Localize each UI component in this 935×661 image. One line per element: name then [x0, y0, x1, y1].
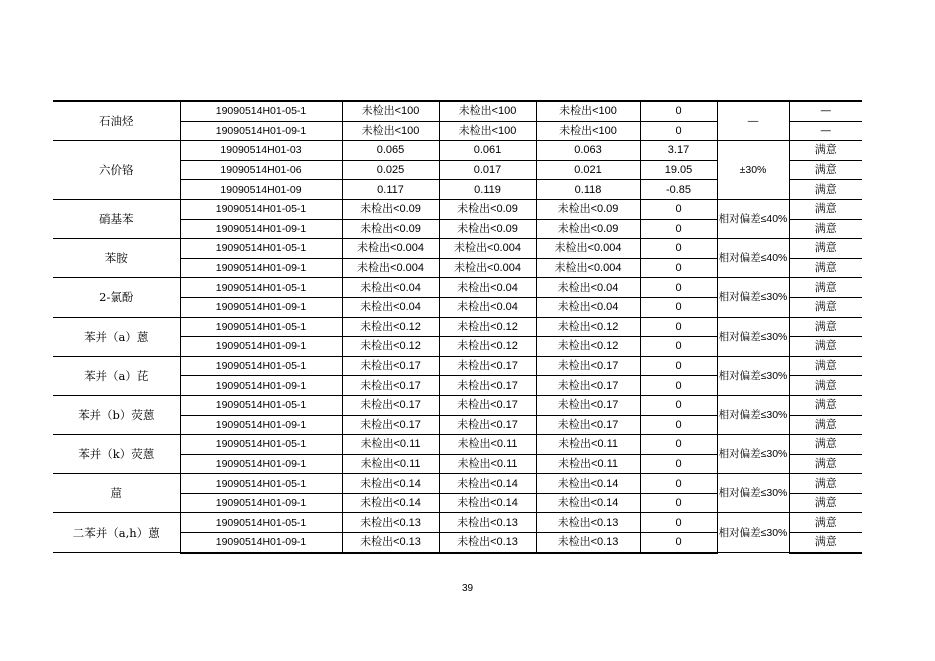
sample-id-cell: 19090514H01-09-1: [180, 219, 342, 239]
value-2-cell: 未检出<0.11: [439, 454, 536, 474]
results-table: [53, 100, 862, 554]
table-row: [53, 199, 862, 219]
value-2-cell: 未检出<0.13: [439, 533, 536, 553]
evaluation-result-cell: 满意: [789, 435, 862, 455]
value-2-cell: 0.119: [439, 180, 536, 200]
relative-deviation-cell: 0: [640, 376, 717, 396]
average-cell: 未检出<0.04: [536, 297, 640, 317]
value-1-cell: 未检出<0.11: [342, 435, 439, 455]
sample-id-cell: 19090514H01-09-1: [180, 415, 342, 435]
value-1-cell: 未检出<0.12: [342, 317, 439, 337]
sample-id-cell: 19090514H01-09: [180, 180, 342, 200]
criterion-cell: 相对偏差≤30%: [717, 474, 789, 513]
relative-deviation-cell: 0: [640, 395, 717, 415]
table-body: [53, 101, 862, 553]
analyte-name-cell: 䓛: [53, 474, 180, 513]
table-row: [53, 101, 862, 121]
value-2-cell: 未检出<0.12: [439, 337, 536, 357]
evaluation-result-cell: 满意: [789, 513, 862, 533]
evaluation-result-cell: 满意: [789, 493, 862, 513]
value-2-cell: 未检出<100: [439, 121, 536, 141]
analyte-name-cell: 2-氯酚: [53, 278, 180, 317]
relative-deviation-cell: 0: [640, 415, 717, 435]
evaluation-result-cell: 满意: [789, 317, 862, 337]
average-cell: 未检出<0.17: [536, 376, 640, 396]
evaluation-result-cell: —: [789, 101, 862, 121]
relative-deviation-cell: 0: [640, 278, 717, 298]
criterion-cell: —: [717, 101, 789, 141]
sample-id-cell: 19090514H01-06: [180, 160, 342, 180]
sample-id-cell: 19090514H01-09-1: [180, 258, 342, 278]
analyte-name-cell: 石油烃: [53, 101, 180, 141]
value-1-cell: 未检出<0.17: [342, 376, 439, 396]
criterion-cell: 相对偏差≤40%: [717, 239, 789, 278]
value-1-cell: 0.025: [342, 160, 439, 180]
evaluation-result-cell: 满意: [789, 356, 862, 376]
value-2-cell: 未检出<0.11: [439, 435, 536, 455]
average-cell: 未检出<0.09: [536, 219, 640, 239]
value-2-cell: 未检出<0.14: [439, 493, 536, 513]
average-cell: 未检出<0.13: [536, 533, 640, 553]
value-2-cell: 未检出<0.17: [439, 356, 536, 376]
relative-deviation-cell: 0: [640, 493, 717, 513]
evaluation-result-cell: 满意: [789, 199, 862, 219]
sample-id-cell: 19090514H01-05-1: [180, 317, 342, 337]
average-cell: 0.118: [536, 180, 640, 200]
value-2-cell: 未检出<0.04: [439, 297, 536, 317]
average-cell: 0.021: [536, 160, 640, 180]
value-2-cell: 未检出<0.14: [439, 474, 536, 494]
evaluation-result-cell: 满意: [789, 160, 862, 180]
value-1-cell: 未检出<0.09: [342, 199, 439, 219]
sample-id-cell: 19090514H01-09-1: [180, 493, 342, 513]
analyte-name-cell: 苯并（b）荧蒽: [53, 395, 180, 434]
analyte-name-cell: 苯并（k）荧蒽: [53, 435, 180, 474]
sample-id-cell: 19090514H01-05-1: [180, 474, 342, 494]
average-cell: 未检出<0.004: [536, 258, 640, 278]
evaluation-result-cell: 满意: [789, 180, 862, 200]
average-cell: 未检出<100: [536, 101, 640, 121]
relative-deviation-cell: 0: [640, 356, 717, 376]
sample-id-cell: 19090514H01-09-1: [180, 376, 342, 396]
relative-deviation-cell: 0: [640, 297, 717, 317]
table-row: [53, 278, 862, 298]
value-2-cell: 未检出<0.13: [439, 513, 536, 533]
relative-deviation-cell: 0: [640, 219, 717, 239]
relative-deviation-cell: 19.05: [640, 160, 717, 180]
analyte-name-cell: 苯并（a）蒽: [53, 317, 180, 356]
value-1-cell: 0.065: [342, 141, 439, 161]
average-cell: 未检出<0.11: [536, 454, 640, 474]
criterion-cell: 相对偏差≤30%: [717, 278, 789, 317]
value-2-cell: 未检出<100: [439, 101, 536, 121]
evaluation-result-cell: 满意: [789, 395, 862, 415]
relative-deviation-cell: 0: [640, 258, 717, 278]
value-1-cell: 未检出<0.13: [342, 533, 439, 553]
relative-deviation-cell: 0: [640, 513, 717, 533]
sample-id-cell: 19090514H01-05-1: [180, 395, 342, 415]
criterion-cell: 相对偏差≤30%: [717, 317, 789, 356]
value-2-cell: 0.017: [439, 160, 536, 180]
average-cell: 未检出<0.12: [536, 337, 640, 357]
table-row: [53, 356, 862, 376]
evaluation-result-cell: 满意: [789, 278, 862, 298]
analyte-name-cell: 硝基苯: [53, 199, 180, 238]
relative-deviation-cell: 0: [640, 454, 717, 474]
value-2-cell: 未检出<0.17: [439, 395, 536, 415]
evaluation-result-cell: 满意: [789, 533, 862, 553]
value-2-cell: 未检出<0.09: [439, 219, 536, 239]
value-1-cell: 未检出<0.17: [342, 356, 439, 376]
analyte-name-cell: 六价铬: [53, 141, 180, 200]
evaluation-result-cell: 满意: [789, 415, 862, 435]
criterion-cell: 相对偏差≤30%: [717, 356, 789, 395]
value-2-cell: 未检出<0.17: [439, 376, 536, 396]
sample-id-cell: 19090514H01-05-1: [180, 435, 342, 455]
table-row: [53, 474, 862, 494]
relative-deviation-cell: 3.17: [640, 141, 717, 161]
sample-id-cell: 19090514H01-05-1: [180, 239, 342, 259]
value-2-cell: 未检出<0.04: [439, 278, 536, 298]
average-cell: 未检出<0.11: [536, 435, 640, 455]
sample-id-cell: 19090514H01-09-1: [180, 337, 342, 357]
analyte-name-cell: 二苯并（a,h）蒽: [53, 513, 180, 553]
average-cell: 未检出<0.12: [536, 317, 640, 337]
table-row: [53, 141, 862, 161]
evaluation-result-cell: —: [789, 121, 862, 141]
value-1-cell: 未检出<0.14: [342, 474, 439, 494]
average-cell: 未检出<0.17: [536, 415, 640, 435]
criterion-cell: 相对偏差≤30%: [717, 395, 789, 434]
value-1-cell: 未检出<0.09: [342, 219, 439, 239]
value-2-cell: 未检出<0.004: [439, 239, 536, 259]
page-number: 39: [461, 583, 474, 594]
criterion-cell: 相对偏差≤30%: [717, 435, 789, 474]
average-cell: 未检出<0.17: [536, 356, 640, 376]
evaluation-result-cell: 满意: [789, 474, 862, 494]
value-1-cell: 未检出<0.13: [342, 513, 439, 533]
value-2-cell: 未检出<0.17: [439, 415, 536, 435]
evaluation-result-cell: 满意: [789, 454, 862, 474]
relative-deviation-cell: 0: [640, 239, 717, 259]
criterion-cell: 相对偏差≤40%: [717, 199, 789, 238]
relative-deviation-cell: 0: [640, 533, 717, 553]
value-2-cell: 0.061: [439, 141, 536, 161]
relative-deviation-cell: 0: [640, 317, 717, 337]
sample-id-cell: 19090514H01-09-1: [180, 121, 342, 141]
relative-deviation-cell: 0: [640, 101, 717, 121]
value-1-cell: 未检出<0.04: [342, 278, 439, 298]
analyte-name-cell: 苯胺: [53, 239, 180, 278]
value-1-cell: 未检出<100: [342, 101, 439, 121]
relative-deviation-cell: 0: [640, 199, 717, 219]
evaluation-result-cell: 满意: [789, 258, 862, 278]
value-1-cell: 未检出<0.11: [342, 454, 439, 474]
average-cell: 未检出<0.004: [536, 239, 640, 259]
value-1-cell: 未检出<0.12: [342, 337, 439, 357]
criterion-cell: 相对偏差≤30%: [717, 513, 789, 553]
value-1-cell: 未检出<0.17: [342, 395, 439, 415]
sample-id-cell: 19090514H01-05-1: [180, 356, 342, 376]
sample-id-cell: 19090514H01-05-1: [180, 101, 342, 121]
sample-id-cell: 19090514H01-03: [180, 141, 342, 161]
sample-id-cell: 19090514H01-05-1: [180, 278, 342, 298]
relative-deviation-cell: 0: [640, 121, 717, 141]
average-cell: 未检出<0.17: [536, 395, 640, 415]
value-1-cell: 未检出<0.004: [342, 258, 439, 278]
analyte-name-cell: 苯并（a）芘: [53, 356, 180, 395]
table-row: [53, 317, 862, 337]
average-cell: 未检出<0.09: [536, 199, 640, 219]
value-1-cell: 未检出<0.04: [342, 297, 439, 317]
criterion-cell: ±30%: [717, 141, 789, 200]
value-2-cell: 未检出<0.09: [439, 199, 536, 219]
average-cell: 0.063: [536, 141, 640, 161]
evaluation-result-cell: 满意: [789, 219, 862, 239]
average-cell: 未检出<100: [536, 121, 640, 141]
sample-id-cell: 19090514H01-09-1: [180, 454, 342, 474]
sample-id-cell: 19090514H01-09-1: [180, 297, 342, 317]
average-cell: 未检出<0.13: [536, 513, 640, 533]
value-1-cell: 0.117: [342, 180, 439, 200]
evaluation-result-cell: 满意: [789, 141, 862, 161]
evaluation-result-cell: 满意: [789, 337, 862, 357]
relative-deviation-cell: 0: [640, 435, 717, 455]
sample-id-cell: 19090514H01-05-1: [180, 513, 342, 533]
relative-deviation-cell: -0.85: [640, 180, 717, 200]
evaluation-result-cell: 满意: [789, 239, 862, 259]
value-2-cell: 未检出<0.12: [439, 317, 536, 337]
table-row: [53, 513, 862, 533]
table-row: [53, 435, 862, 455]
sample-id-cell: 19090514H01-05-1: [180, 199, 342, 219]
sample-id-cell: 19090514H01-09-1: [180, 533, 342, 553]
average-cell: 未检出<0.14: [536, 493, 640, 513]
relative-deviation-cell: 0: [640, 474, 717, 494]
value-1-cell: 未检出<0.14: [342, 493, 439, 513]
average-cell: 未检出<0.14: [536, 474, 640, 494]
value-2-cell: 未检出<0.004: [439, 258, 536, 278]
value-1-cell: 未检出<100: [342, 121, 439, 141]
table-row: [53, 239, 862, 259]
value-1-cell: 未检出<0.17: [342, 415, 439, 435]
average-cell: 未检出<0.04: [536, 278, 640, 298]
table-row: [53, 395, 862, 415]
evaluation-result-cell: 满意: [789, 297, 862, 317]
relative-deviation-cell: 0: [640, 337, 717, 357]
evaluation-result-cell: 满意: [789, 376, 862, 396]
value-1-cell: 未检出<0.004: [342, 239, 439, 259]
